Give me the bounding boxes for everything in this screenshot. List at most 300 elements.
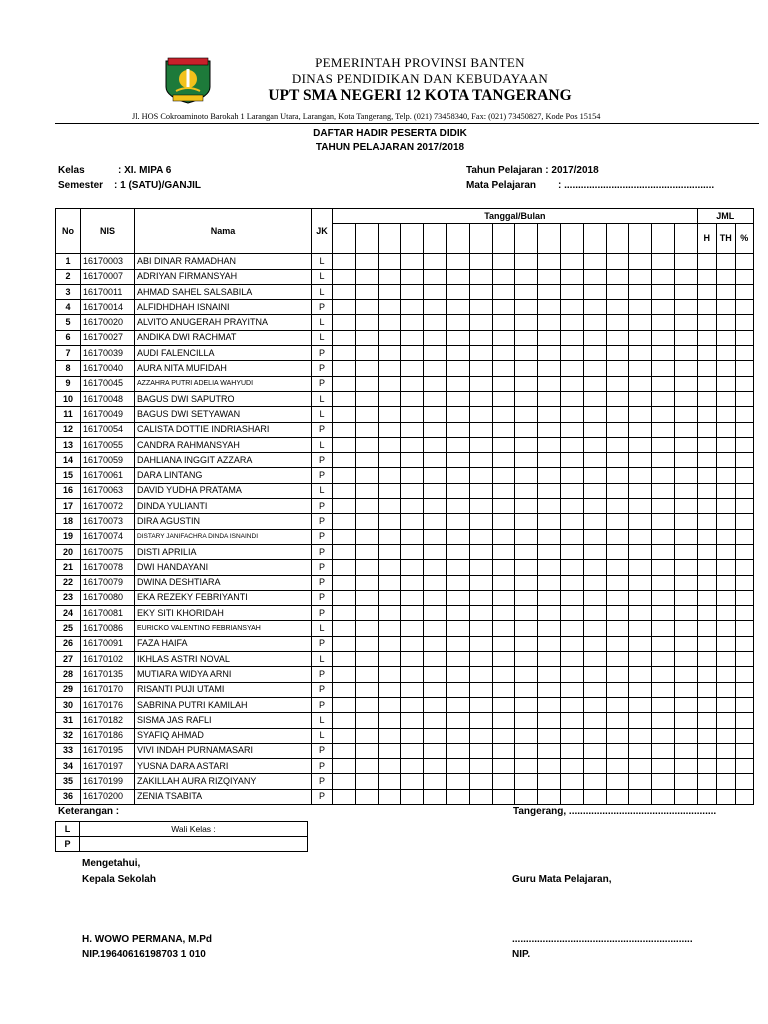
attendance-cell [469, 437, 492, 452]
attendance-cell [378, 621, 401, 636]
attendance-cell [355, 514, 378, 529]
attendance-cell [492, 789, 515, 804]
attendance-cell [629, 391, 652, 406]
attendance-cell [355, 391, 378, 406]
row-nama: BAGUS DWI SAPUTRO [135, 391, 312, 406]
attendance-cell [355, 621, 378, 636]
attendance-cell [469, 346, 492, 361]
attendance-cell [652, 759, 675, 774]
row-nama: EURICKO VALENTINO FEBRIANSYAH [135, 621, 312, 636]
attendance-cell [697, 422, 716, 437]
attendance-cell [538, 575, 561, 590]
attendance-cell [716, 713, 735, 728]
attendance-cell [492, 361, 515, 376]
attendance-cell [735, 759, 753, 774]
attendance-cell [446, 713, 469, 728]
attendance-cell [355, 529, 378, 544]
table-row [56, 713, 754, 728]
attendance-cell [583, 407, 606, 422]
attendance-cell [378, 682, 401, 697]
attendance-cell [606, 697, 629, 712]
attendance-cell [492, 621, 515, 636]
row-nama: ANDIKA DWI RACHMAT [135, 330, 312, 345]
table-row [56, 697, 754, 712]
attendance-cell [378, 483, 401, 498]
attendance-cell [674, 713, 697, 728]
table-row [56, 590, 754, 605]
date-cell [674, 224, 697, 254]
attendance-cell [735, 437, 753, 452]
row-nama: AHMAD SAHEL SALSABILA [135, 284, 312, 299]
attendance-cell [515, 269, 538, 284]
attendance-cell [652, 269, 675, 284]
row-no: 19 [56, 529, 81, 544]
attendance-cell [469, 682, 492, 697]
attendance-cell [492, 514, 515, 529]
row-jk: P [312, 774, 333, 789]
row-nis: 16170081 [81, 606, 135, 621]
attendance-cell [378, 361, 401, 376]
attendance-cell [424, 407, 447, 422]
attendance-cell [424, 514, 447, 529]
attendance-cell [446, 254, 469, 269]
header-nama: Nama [135, 209, 312, 254]
table-row [56, 407, 754, 422]
attendance-cell [735, 315, 753, 330]
attendance-cell [401, 743, 424, 758]
attendance-cell [652, 697, 675, 712]
attendance-cell [424, 330, 447, 345]
attendance-cell [378, 407, 401, 422]
attendance-cell [735, 254, 753, 269]
row-no: 9 [56, 376, 81, 391]
attendance-cell [401, 376, 424, 391]
table-row [56, 499, 754, 514]
attendance-cell [735, 483, 753, 498]
attendance-cell [424, 621, 447, 636]
attendance-cell [355, 590, 378, 605]
attendance-cell [378, 300, 401, 315]
row-no: 33 [56, 743, 81, 758]
attendance-cell [515, 376, 538, 391]
attendance-cell [446, 636, 469, 651]
attendance-cell [538, 499, 561, 514]
attendance-cell [492, 499, 515, 514]
row-jk: L [312, 483, 333, 498]
attendance-cell [492, 422, 515, 437]
attendance-cell [492, 590, 515, 605]
semester-value: : 1 (SATU)/GANJIL [114, 180, 202, 191]
attendance-cell [469, 330, 492, 345]
attendance-cell [401, 590, 424, 605]
attendance-cell [333, 652, 356, 667]
kelas-label: Kelas [58, 165, 85, 176]
attendance-cell [735, 636, 753, 651]
attendance-cell [333, 713, 356, 728]
row-jk: L [312, 407, 333, 422]
table-row [56, 269, 754, 284]
row-nis: 16170027 [81, 330, 135, 345]
attendance-cell [515, 728, 538, 743]
attendance-cell [735, 667, 753, 682]
attendance-cell [716, 437, 735, 452]
attendance-cell [560, 422, 583, 437]
attendance-cell [355, 376, 378, 391]
attendance-cell [333, 422, 356, 437]
keterangan-label: Keterangan : [58, 806, 120, 817]
attendance-cell [378, 544, 401, 559]
attendance-cell [515, 743, 538, 758]
attendance-cell [606, 422, 629, 437]
attendance-cell [697, 606, 716, 621]
attendance-cell [469, 774, 492, 789]
attendance-cell [652, 376, 675, 391]
attendance-cell [538, 789, 561, 804]
table-row [56, 682, 754, 697]
header-jml: JML [697, 209, 753, 224]
attendance-cell [446, 774, 469, 789]
attendance-cell [401, 315, 424, 330]
attendance-cell [716, 682, 735, 697]
attendance-cell [716, 346, 735, 361]
attendance-cell [697, 391, 716, 406]
row-nama: SYAFIQ AHMAD [135, 728, 312, 743]
attendance-cell [652, 529, 675, 544]
row-jk: P [312, 514, 333, 529]
attendance-cell [629, 483, 652, 498]
attendance-cell [515, 514, 538, 529]
row-nis: 16170011 [81, 284, 135, 299]
row-no: 1 [56, 254, 81, 269]
attendance-cell [716, 483, 735, 498]
attendance-cell [424, 269, 447, 284]
attendance-cell [583, 315, 606, 330]
attendance-cell [674, 621, 697, 636]
attendance-cell [652, 590, 675, 605]
attendance-cell [716, 759, 735, 774]
attendance-cell [560, 697, 583, 712]
attendance-cell [515, 483, 538, 498]
attendance-cell [697, 774, 716, 789]
attendance-cell [674, 652, 697, 667]
attendance-cell [674, 743, 697, 758]
attendance-cell [378, 391, 401, 406]
attendance-cell [583, 453, 606, 468]
attendance-cell [538, 453, 561, 468]
kepala-sekolah: Kepala Sekolah [82, 874, 156, 885]
attendance-cell [355, 774, 378, 789]
date-cell [355, 224, 378, 254]
attendance-cell [538, 667, 561, 682]
row-nis: 16170080 [81, 590, 135, 605]
attendance-cell [469, 422, 492, 437]
attendance-cell [697, 361, 716, 376]
attendance-cell [674, 376, 697, 391]
row-no: 16 [56, 483, 81, 498]
attendance-cell [652, 407, 675, 422]
table-row [56, 284, 754, 299]
attendance-cell [674, 560, 697, 575]
attendance-cell [333, 483, 356, 498]
attendance-cell [697, 284, 716, 299]
attendance-cell [515, 254, 538, 269]
attendance-cell [735, 300, 753, 315]
attendance-cell [424, 789, 447, 804]
attendance-cell [606, 361, 629, 376]
attendance-cell [469, 636, 492, 651]
attendance-cell [583, 300, 606, 315]
attendance-cell [652, 315, 675, 330]
attendance-cell [401, 300, 424, 315]
row-jk: L [312, 330, 333, 345]
attendance-cell [424, 560, 447, 575]
attendance-cell [515, 529, 538, 544]
attendance-cell [446, 544, 469, 559]
attendance-cell [401, 544, 424, 559]
row-nis: 16170197 [81, 759, 135, 774]
attendance-cell [629, 743, 652, 758]
attendance-cell [538, 407, 561, 422]
attendance-cell [606, 575, 629, 590]
attendance-cell [629, 774, 652, 789]
attendance-cell [355, 544, 378, 559]
attendance-cell [697, 254, 716, 269]
attendance-cell [446, 468, 469, 483]
attendance-cell [674, 407, 697, 422]
mapel-value: : ...................................................... [558, 180, 715, 191]
attendance-cell [469, 652, 492, 667]
row-jk: P [312, 376, 333, 391]
attendance-cell [469, 514, 492, 529]
row-jk: P [312, 300, 333, 315]
attendance-cell [674, 315, 697, 330]
attendance-cell [469, 667, 492, 682]
attendance-cell [378, 728, 401, 743]
row-jk: P [312, 682, 333, 697]
row-no: 7 [56, 346, 81, 361]
attendance-table [55, 208, 754, 805]
attendance-cell [378, 254, 401, 269]
table-row [56, 529, 754, 544]
attendance-cell [697, 269, 716, 284]
attendance-cell [469, 269, 492, 284]
row-nis: 16170199 [81, 774, 135, 789]
attendance-cell [716, 361, 735, 376]
row-jk: P [312, 789, 333, 804]
attendance-cell [355, 407, 378, 422]
attendance-cell [629, 560, 652, 575]
attendance-cell [355, 759, 378, 774]
attendance-cell [583, 254, 606, 269]
tahun-pelajaran: Tahun Pelajaran : 2017/2018 [466, 165, 599, 176]
attendance-cell [401, 759, 424, 774]
attendance-cell [446, 728, 469, 743]
attendance-cell [606, 743, 629, 758]
row-no: 3 [56, 284, 81, 299]
attendance-cell [735, 346, 753, 361]
row-nis: 16170074 [81, 529, 135, 544]
date-cell [629, 224, 652, 254]
attendance-cell [735, 713, 753, 728]
row-nis: 16170049 [81, 407, 135, 422]
attendance-cell [492, 743, 515, 758]
row-nama: DISTI APRILIA [135, 544, 312, 559]
attendance-cell [716, 606, 735, 621]
attendance-cell [492, 346, 515, 361]
attendance-cell [716, 499, 735, 514]
attendance-cell [583, 330, 606, 345]
header-tanggal: Tanggal/Bulan [333, 209, 698, 224]
attendance-cell [446, 499, 469, 514]
attendance-cell [735, 606, 753, 621]
attendance-cell [560, 621, 583, 636]
table-row [56, 300, 754, 315]
attendance-cell [401, 529, 424, 544]
attendance-cell [629, 682, 652, 697]
attendance-cell [401, 728, 424, 743]
attendance-cell [401, 483, 424, 498]
attendance-cell [629, 590, 652, 605]
attendance-cell [606, 621, 629, 636]
attendance-cell [333, 667, 356, 682]
attendance-cell [674, 346, 697, 361]
row-no: 4 [56, 300, 81, 315]
row-jk: P [312, 361, 333, 376]
attendance-cell [629, 468, 652, 483]
attendance-cell [583, 789, 606, 804]
date-cell [538, 224, 561, 254]
attendance-cell [538, 315, 561, 330]
row-nis: 16170014 [81, 300, 135, 315]
attendance-cell [424, 422, 447, 437]
attendance-cell [735, 621, 753, 636]
attendance-cell [697, 529, 716, 544]
row-jk: P [312, 697, 333, 712]
attendance-cell [560, 330, 583, 345]
attendance-cell [606, 759, 629, 774]
attendance-cell [492, 667, 515, 682]
attendance-cell [333, 636, 356, 651]
row-jk: L [312, 437, 333, 452]
attendance-cell [606, 590, 629, 605]
attendance-cell [606, 544, 629, 559]
attendance-cell [355, 468, 378, 483]
attendance-cell [515, 789, 538, 804]
header-no: No [56, 209, 81, 254]
attendance-cell [560, 391, 583, 406]
row-jk: P [312, 606, 333, 621]
attendance-cell [735, 575, 753, 590]
attendance-cell [446, 759, 469, 774]
attendance-cell [492, 606, 515, 621]
attendance-cell [333, 468, 356, 483]
attendance-cell [629, 361, 652, 376]
row-jk: P [312, 529, 333, 544]
attendance-cell [674, 391, 697, 406]
attendance-cell [697, 759, 716, 774]
attendance-cell [697, 499, 716, 514]
attendance-cell [629, 728, 652, 743]
date-cell [583, 224, 606, 254]
attendance-cell [606, 254, 629, 269]
attendance-cell [538, 468, 561, 483]
attendance-cell [716, 789, 735, 804]
attendance-cell [333, 376, 356, 391]
attendance-cell [401, 636, 424, 651]
row-nama: RISANTI PUJI UTAMI [135, 682, 312, 697]
row-jk: P [312, 499, 333, 514]
attendance-cell [583, 361, 606, 376]
attendance-cell [515, 468, 538, 483]
table-row [56, 728, 754, 743]
attendance-cell [716, 743, 735, 758]
attendance-cell [583, 590, 606, 605]
attendance-cell [333, 391, 356, 406]
attendance-cell [538, 774, 561, 789]
attendance-cell [735, 728, 753, 743]
attendance-cell [697, 728, 716, 743]
attendance-cell [697, 437, 716, 452]
attendance-cell [560, 483, 583, 498]
keterangan-table [55, 821, 308, 852]
attendance-cell [629, 499, 652, 514]
row-nama: IKHLAS ASTRI NOVAL [135, 652, 312, 667]
attendance-cell [401, 391, 424, 406]
row-nis: 16170059 [81, 453, 135, 468]
attendance-cell [538, 346, 561, 361]
row-nis: 16170048 [81, 391, 135, 406]
row-no: 26 [56, 636, 81, 651]
attendance-cell [652, 361, 675, 376]
attendance-cell [697, 652, 716, 667]
row-nis: 16170003 [81, 254, 135, 269]
attendance-cell [583, 499, 606, 514]
attendance-cell [469, 560, 492, 575]
attendance-cell [674, 789, 697, 804]
row-no: 8 [56, 361, 81, 376]
attendance-cell [606, 499, 629, 514]
attendance-cell [378, 422, 401, 437]
attendance-cell [446, 682, 469, 697]
attendance-cell [492, 300, 515, 315]
row-nis: 16170176 [81, 697, 135, 712]
table-row [56, 774, 754, 789]
attendance-cell [629, 529, 652, 544]
attendance-cell [652, 468, 675, 483]
attendance-cell [469, 529, 492, 544]
attendance-cell [401, 697, 424, 712]
row-nis: 16170078 [81, 560, 135, 575]
table-row [56, 514, 754, 529]
attendance-cell [401, 606, 424, 621]
attendance-cell [378, 667, 401, 682]
attendance-cell [674, 437, 697, 452]
row-nis: 16170102 [81, 652, 135, 667]
attendance-cell [735, 391, 753, 406]
row-no: 18 [56, 514, 81, 529]
attendance-cell [674, 575, 697, 590]
attendance-cell [538, 300, 561, 315]
attendance-cell [469, 453, 492, 468]
attendance-cell [355, 560, 378, 575]
attendance-cell [333, 330, 356, 345]
row-nama: ALVITO ANUGERAH PRAYITNA [135, 315, 312, 330]
row-nama: FAZA HAIFA [135, 636, 312, 651]
attendance-cell [401, 713, 424, 728]
attendance-cell [424, 391, 447, 406]
banten-logo [163, 57, 213, 105]
attendance-cell [538, 529, 561, 544]
